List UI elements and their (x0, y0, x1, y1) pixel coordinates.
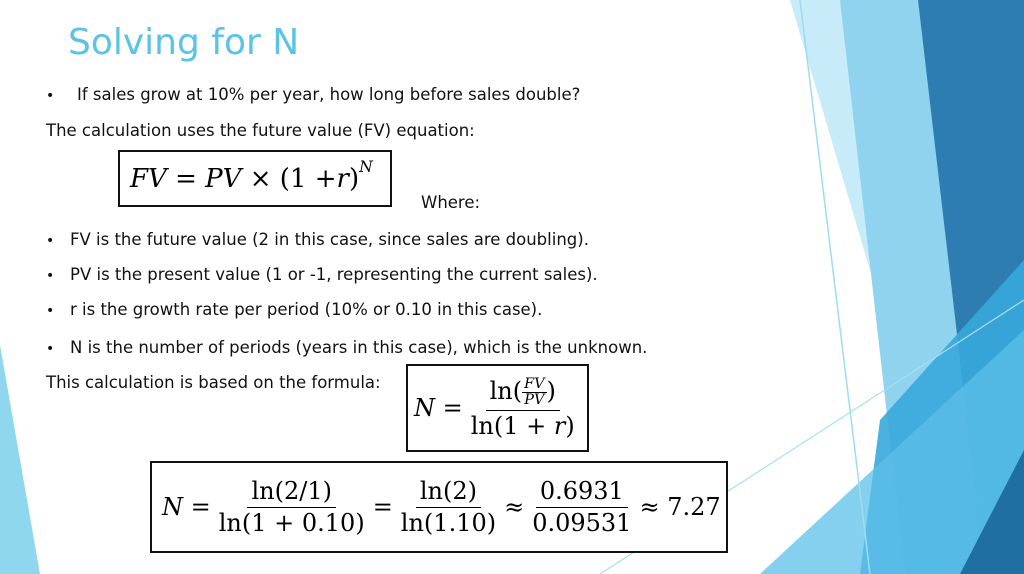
bullet-glyph: • (46, 303, 55, 319)
n-calculation-box (150, 461, 728, 553)
ln-one-plus: ln(1 + (470, 411, 554, 440)
paren-close: ) (348, 163, 360, 194)
question-text: If sales grow at 10% per year, how long before sales double? (77, 85, 581, 104)
equals-sign: = (175, 163, 197, 194)
fraction-2 (397, 478, 500, 536)
pv-symbol: PV (524, 391, 545, 408)
fraction-denominator (467, 411, 579, 439)
n-formula-fraction (467, 377, 579, 440)
fraction-3-denominator: 0.09531 (532, 508, 632, 537)
fraction-3 (528, 478, 635, 536)
times-sign: × (249, 163, 272, 194)
fv-equation-box (118, 150, 392, 207)
formula-intro: This calculation is based on the formula: (46, 373, 381, 392)
fv-symbol: FV (130, 163, 167, 194)
approx-sign-1: ≈ (504, 493, 525, 521)
definition-r: r is the growth rate per period (10% or 0.10 in this case). (70, 300, 543, 319)
definition-n: N is the number of periods (years in this case), which is the unknown. (70, 338, 648, 357)
equals-sign: = (442, 394, 463, 422)
fraction-2-denominator: ln(1.10) (400, 508, 497, 537)
definition-fv: FV is the future value (2 in this case, since sales are doubling). (70, 230, 589, 249)
rate-symbol: r (336, 163, 349, 194)
fraction-2-numerator: ln(2) (416, 478, 481, 507)
result-value: 7.27 (667, 493, 721, 521)
pv-symbol: PV (205, 163, 242, 194)
bullet-glyph: • (46, 341, 55, 357)
exponent-n: N (359, 157, 373, 176)
fv-symbol: FV (524, 375, 545, 392)
fraction-1-numerator: ln(2/1) (247, 478, 335, 507)
equals-sign-2: = (372, 493, 393, 521)
ln-open: ln( (489, 376, 523, 405)
bullet-glyph: • (46, 268, 55, 284)
fraction-3-numerator: 0.6931 (536, 478, 628, 507)
approx-sign-2: ≈ (639, 493, 660, 521)
left-accent-triangle (0, 345, 40, 574)
n-symbol: N (414, 394, 435, 422)
fraction-1-denominator: ln(1 + 0.10) (218, 508, 365, 537)
bullet-glyph: • (46, 233, 55, 249)
bullet-glyph: • (46, 88, 55, 104)
ln-close: ) (546, 376, 556, 405)
equals-sign: = (190, 493, 211, 521)
fraction-1 (215, 478, 369, 536)
slide-title: Solving for N (68, 22, 300, 63)
paren-open: (1 + (279, 163, 337, 194)
fraction-numerator (486, 377, 560, 411)
definition-pv: PV is the present value (1 or -1, representing the current sales). (70, 265, 598, 284)
where-label: Where: (421, 193, 481, 212)
n-formula-box (406, 364, 589, 452)
fv-over-pv (522, 377, 546, 408)
rate-symbol: r (553, 411, 566, 440)
paren-close: ) (565, 411, 575, 440)
n-symbol: N (162, 493, 183, 521)
intro-text: The calculation uses the future value (FV) equation: (46, 121, 475, 140)
